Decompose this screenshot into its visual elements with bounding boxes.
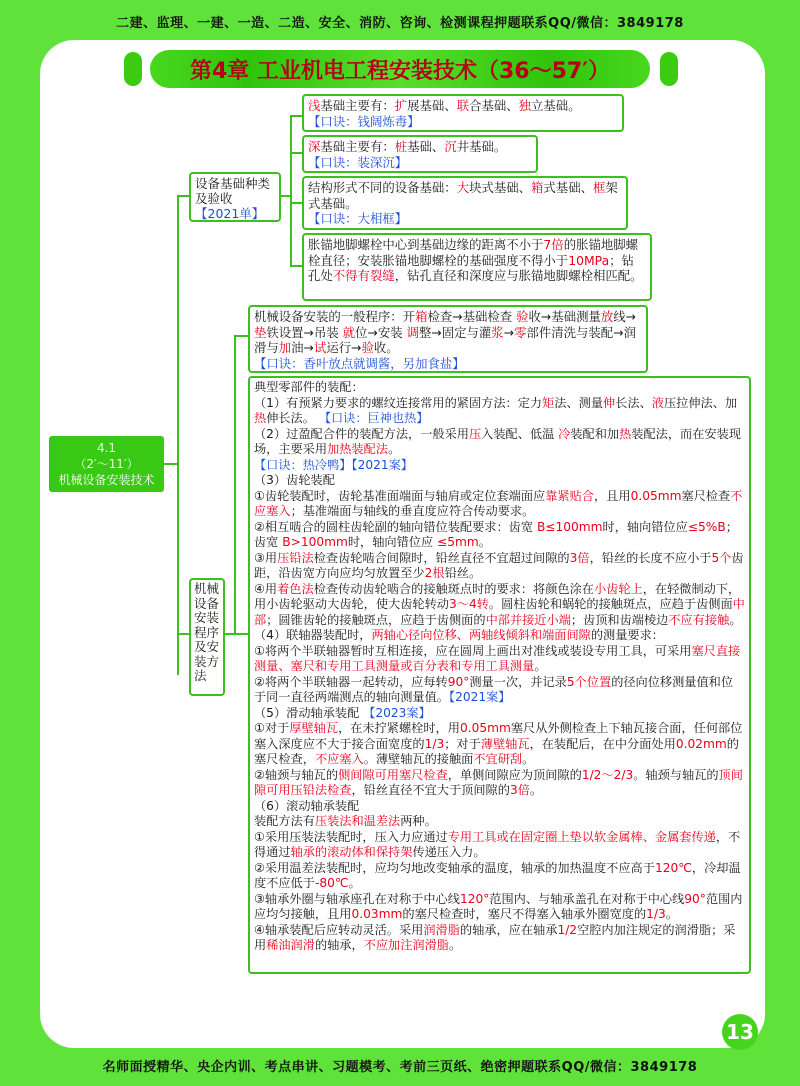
txt: 的塞尺检查， bbox=[254, 736, 739, 766]
txt: 收→基础测量 bbox=[528, 309, 601, 324]
connector-f2 bbox=[290, 152, 302, 154]
kw: 独 bbox=[518, 98, 532, 113]
txt: 立基础。 bbox=[531, 98, 581, 113]
kw: 不应加注润滑脂 bbox=[363, 938, 449, 952]
kw: 厚壁轴瓦 bbox=[289, 721, 339, 735]
bearing-sliding-1 bbox=[254, 721, 745, 768]
title-decoration-right bbox=[660, 52, 678, 86]
txt: 的胀锚地脚螺栓直径；安装胀锚地脚螺栓的基础强度不得小于 bbox=[308, 237, 639, 268]
kw: 热 bbox=[619, 426, 632, 441]
kw: 浆 bbox=[491, 324, 504, 340]
kw: 1/2 bbox=[557, 922, 578, 937]
txt: 线→ bbox=[613, 309, 637, 324]
txt: 。 bbox=[665, 907, 678, 921]
txt: 。 bbox=[449, 938, 462, 952]
kw: 5个位置 bbox=[566, 674, 612, 689]
txt: 。 bbox=[522, 752, 535, 766]
kw: 压装法和温差法 bbox=[314, 814, 401, 828]
txt: 式基础、 bbox=[543, 180, 593, 195]
kw: 框 bbox=[592, 180, 606, 195]
connector-p2 bbox=[224, 633, 248, 635]
connector-procedure-vertical bbox=[234, 335, 236, 635]
txt: 基础主要有： bbox=[320, 98, 395, 113]
txt: 传递压入力。 bbox=[412, 845, 486, 859]
txt: 架式基础。 bbox=[308, 180, 618, 211]
txt: 基础、 bbox=[407, 139, 445, 154]
parts-s5 bbox=[254, 706, 745, 722]
txt: 。薄壁轴瓦的接触面 bbox=[363, 752, 474, 766]
coupling-2 bbox=[254, 675, 745, 706]
txt: ，单侧间隙应为顶间隙的 bbox=[447, 767, 582, 782]
kw: 0.02mm bbox=[675, 736, 727, 751]
kw: B≤100mm bbox=[536, 519, 603, 534]
kw: 不应有接触 bbox=[668, 612, 730, 627]
kw: 润滑脂 bbox=[423, 922, 460, 937]
txt: 的轴承， bbox=[314, 938, 364, 952]
kw: 90° bbox=[684, 891, 706, 906]
txt: 装配和加 bbox=[570, 426, 620, 441]
foundation-shallow bbox=[302, 94, 624, 132]
parts-heading: 典型零部件的装配： bbox=[254, 380, 364, 394]
mnemonic: 【口诀：香叶放点就调酱，另加食盐】 bbox=[254, 355, 465, 371]
kw: 不宜研刮 bbox=[473, 752, 523, 766]
connector-to-procedure bbox=[177, 633, 189, 635]
txt: ，冷却温度不应低于 bbox=[254, 860, 741, 890]
bearing-rolling-4 bbox=[254, 923, 745, 954]
coupling-1 bbox=[254, 644, 745, 675]
txt: 的测量要求： bbox=[590, 628, 664, 642]
txt: ，且用 bbox=[594, 488, 631, 503]
kw: 矩 bbox=[542, 395, 555, 410]
parts-s3: （3）齿轮装配 bbox=[254, 473, 335, 487]
kw: 中部并接近小端 bbox=[485, 612, 571, 627]
kw: 稀油润滑 bbox=[266, 938, 315, 952]
bottom-banner: 名师面授精华、央企内训、考点串讲、习题模考、考前三页纸、绝密押题联系QQ/微信：3849178 bbox=[102, 1060, 698, 1075]
kw: 3～4转 bbox=[449, 597, 489, 611]
txt: 时，轴向错位应 bbox=[602, 519, 688, 534]
txt: （1）有预紧力要求的螺纹连接常用的紧固方法：定力 bbox=[254, 395, 543, 410]
txt: 测量一次，并记录 bbox=[469, 674, 567, 689]
txt: 胀锚地脚螺栓中心到基础边缘的距离不小于 bbox=[308, 237, 544, 252]
kw: 深 bbox=[308, 139, 321, 154]
txt: 块式基础、 bbox=[469, 180, 532, 195]
mnemonic: 【口诀：钱阔炼毒】 bbox=[308, 113, 420, 129]
connector-to-foundation bbox=[177, 195, 189, 197]
txt: 的径向位移测量值和位于同一直径两端测点的轴向测量值。 bbox=[254, 674, 734, 704]
txt: 齿距，沿齿宽方向应均匀放置至少 bbox=[254, 550, 744, 580]
txt: 伸长法。 bbox=[266, 411, 315, 425]
txt: 结构形式不同的设备基础： bbox=[308, 180, 457, 195]
kw: 验 bbox=[361, 340, 374, 356]
foundation-anchor-bolt bbox=[302, 233, 652, 301]
kw: 扩 bbox=[394, 98, 408, 113]
connector-f1 bbox=[290, 115, 302, 117]
txt: ；钻孔处 bbox=[308, 252, 634, 284]
kw: 放 bbox=[600, 309, 614, 324]
kw: 热 bbox=[254, 411, 267, 425]
txt: （4）联轴器装配时， bbox=[254, 628, 372, 642]
txt: 法、测量 bbox=[554, 395, 604, 410]
kw: 试 bbox=[313, 340, 327, 356]
connector-foundation-stub bbox=[280, 195, 292, 197]
txt: ③用 bbox=[254, 550, 278, 565]
txt: 部件清洗与装配→润滑与 bbox=[254, 324, 636, 356]
txt: 塞尺检查 bbox=[681, 488, 731, 503]
root-title: 机械设备安装技术 bbox=[58, 473, 155, 487]
page-number: 13 bbox=[722, 1014, 758, 1050]
kw: 就 bbox=[342, 324, 356, 340]
kw: 专用工具或在固定圈上垫以软金属棒、金属套传递 bbox=[447, 829, 716, 844]
kw: 压 bbox=[468, 426, 482, 441]
kw: 联 bbox=[456, 98, 470, 113]
mnemonic: 【口诀：装深沉】 bbox=[308, 154, 408, 170]
connector-p1 bbox=[234, 335, 248, 337]
txt: 。 bbox=[534, 659, 547, 673]
txt: ②将两个半联轴器一起转动，应每转 bbox=[254, 674, 448, 689]
kw: 加 bbox=[278, 340, 292, 356]
procedure-parts-assembly bbox=[248, 376, 751, 974]
txt: 装配法，而在安装现场，主要采用 bbox=[254, 426, 741, 456]
txt: 空腔内加注规定的润滑脂；采用 bbox=[254, 922, 736, 952]
txt: （5）滑动轴承装配 bbox=[254, 705, 364, 720]
bearing-rolling-3 bbox=[254, 892, 745, 923]
txt: 收。 bbox=[373, 340, 399, 356]
txt: ，不得通过 bbox=[254, 829, 741, 859]
txt: 油→ bbox=[291, 340, 314, 356]
kw: 不应塞入 bbox=[254, 488, 743, 518]
mnemonic: 【口诀：巨神也热】 bbox=[318, 411, 429, 425]
txt: 井基础。 bbox=[456, 139, 507, 154]
txt: ③轴承外圈与轴承座孔在对称于中心线 bbox=[254, 891, 460, 906]
txt: 检查传动齿轮啮合的接触斑点时的要求：将颜色涂在 bbox=[313, 581, 594, 596]
txt: ①采用压装法装配时，压入力应通过 bbox=[254, 829, 448, 844]
kw: 轴承的滚动体和保持架 bbox=[290, 845, 413, 859]
top-banner: 二建、监理、一建、一造、二造、安全、消防、咨询、检测课程押题联系QQ/微信：3849178 bbox=[116, 16, 684, 31]
txt: ；齿宽 bbox=[254, 519, 738, 549]
txt: ④轴承装配后应转动灵活。采用 bbox=[254, 922, 424, 937]
kw: 顶间隙可用压铅法检查 bbox=[254, 767, 743, 797]
kw: 压铅法 bbox=[277, 550, 314, 565]
kw: ≤5mm bbox=[437, 535, 479, 549]
branch-procedure-label: 机械设备安装程序及安装方法 bbox=[194, 581, 220, 683]
txt: 压拉伸法、加 bbox=[663, 395, 738, 410]
exam-tag: 【2021案】 bbox=[351, 457, 413, 472]
foundation-deep bbox=[302, 135, 538, 173]
kw: 桩 bbox=[394, 139, 408, 154]
txt: ；基准端面与轴线的垂直度应符合传动要求。 bbox=[290, 504, 535, 518]
branch-foundation-tag: 【2021单】 bbox=[195, 206, 265, 221]
kw: 120℃ bbox=[654, 860, 692, 875]
connector-root bbox=[164, 463, 178, 465]
txt: 。 bbox=[529, 783, 543, 797]
txt: 两种。 bbox=[400, 814, 437, 828]
branch-procedure bbox=[189, 578, 225, 696]
txt: 运行→ bbox=[326, 340, 362, 356]
txt: 整→固定与灌 bbox=[418, 324, 492, 340]
kw: 箱 bbox=[415, 309, 428, 324]
chapter-title-text: 第4章 工业机电工程安装技术（36～57′） bbox=[190, 58, 610, 84]
txt: ②相互啮合的圆柱齿轮副的轴向错位装配要求：齿宽 bbox=[254, 519, 537, 534]
txt: ，铅丝的长度不应小于 bbox=[589, 550, 712, 565]
kw: 0.05mm bbox=[630, 488, 682, 503]
txt: 机械设备安装的一般程序：开 bbox=[254, 309, 416, 324]
bearing-sliding-2 bbox=[254, 768, 745, 799]
txt: 展基础、 bbox=[407, 98, 457, 113]
kw: 120° bbox=[459, 891, 490, 906]
procedure-general bbox=[248, 305, 648, 373]
kw: 伸 bbox=[603, 395, 616, 410]
parts-s1 bbox=[254, 396, 745, 427]
txt: 时，轴向错位应 bbox=[347, 535, 438, 549]
kw: 7倍 bbox=[543, 237, 564, 252]
parts-s4 bbox=[254, 628, 745, 644]
txt: ②轴颈与轴瓦的 bbox=[254, 767, 339, 782]
kw: 沉 bbox=[444, 139, 457, 154]
kw: 大 bbox=[456, 180, 470, 195]
txt: ，钻孔直径和深度应与胀锚地脚螺栓相匹配。 bbox=[394, 268, 643, 284]
txt: 。轴颈与轴瓦的 bbox=[633, 767, 719, 782]
kw: 调 bbox=[406, 324, 419, 340]
txt: 检查→基础检查 bbox=[427, 309, 517, 324]
txt: ①对于 bbox=[254, 721, 290, 735]
txt: 的轴承，应在轴承 bbox=[459, 922, 558, 937]
branch-foundation bbox=[189, 172, 281, 222]
kw: 0.05mm bbox=[459, 721, 511, 735]
kw: 小齿轮上 bbox=[594, 581, 643, 596]
kw: 10MPa bbox=[568, 252, 610, 268]
gear-1 bbox=[254, 489, 745, 520]
kw: 1/3 bbox=[646, 907, 666, 921]
kw: -80℃ bbox=[314, 876, 349, 890]
txt: 的塞尺检查时，塞尺不得塞入轴承外圈宽度的 bbox=[402, 907, 647, 921]
mnemonic: 【口诀：大相框】 bbox=[308, 211, 408, 227]
txt: ，在轻微制动下，用小齿轮驱动大齿轮，使大齿轮转动 bbox=[254, 581, 741, 611]
kw: 不应塞入 bbox=[314, 752, 364, 766]
kw: 3倍 bbox=[569, 550, 590, 565]
txt: 合基础、 bbox=[469, 98, 519, 113]
txt: 位→安装 bbox=[355, 324, 407, 340]
connector-foundation-vertical bbox=[290, 115, 292, 267]
connector-root-vertical bbox=[177, 195, 179, 675]
txt: 检查齿轮啮合间隙时，铅丝直径不宜超过间隙的 bbox=[313, 550, 570, 565]
root-score-range: （2′～11′） bbox=[74, 457, 139, 471]
exam-tag: 【2021案】 bbox=[449, 690, 511, 704]
bearing-rolling-0 bbox=[254, 814, 745, 830]
kw: 不得有裂缝 bbox=[332, 268, 395, 284]
title-decoration-left bbox=[124, 52, 142, 86]
root-node bbox=[49, 436, 164, 492]
kw: 加热装配法 bbox=[327, 442, 389, 456]
txt: ；齿顶和齿端棱边 bbox=[570, 612, 669, 627]
txt: ，铅丝直径不宜大于顶间隙的 bbox=[351, 783, 510, 797]
kw: 1/3 bbox=[424, 736, 445, 751]
branch-foundation-label: 设备基础种类及验收 bbox=[195, 176, 271, 206]
txt: 装配方法有 bbox=[254, 814, 315, 828]
txt: 长法、 bbox=[615, 395, 652, 410]
chapter-title bbox=[150, 50, 650, 88]
gear-2 bbox=[254, 520, 745, 551]
txt: ①齿轮装配时，齿轮基准面端面与轴肩或定位套端面应 bbox=[254, 488, 546, 503]
gear-3 bbox=[254, 551, 745, 582]
txt: 。 bbox=[478, 535, 491, 549]
parts-s6: （6）滚动轴承装配 bbox=[254, 798, 360, 813]
txt: ①将两个半联轴器暂时互相连接，应在圆周上画出对准线或装设专用工具，可采用 bbox=[254, 643, 692, 658]
txt: ，在未拧紧螺栓时，用 bbox=[338, 721, 460, 735]
kw: 冷 bbox=[558, 426, 571, 441]
txt: 入装配、低温 bbox=[481, 426, 559, 441]
kw: 2根 bbox=[424, 566, 445, 580]
txt: 基础主要有： bbox=[320, 139, 395, 154]
txt: （2）过盈配合件的装配方法，一般采用 bbox=[254, 426, 469, 441]
kw: 0.03mm bbox=[351, 907, 403, 921]
kw: 着色法 bbox=[277, 581, 314, 596]
txt: 铁设置→吊装 bbox=[266, 324, 343, 340]
kw: 侧间隙可用塞尺检查 bbox=[338, 767, 448, 782]
kw: 零 bbox=[514, 324, 527, 340]
kw: B>100mm bbox=[282, 535, 348, 549]
kw: 3倍 bbox=[509, 783, 530, 797]
bearing-rolling-1 bbox=[254, 830, 745, 861]
txt: ；圆锥齿轮的接触斑点，应趋于齿侧面的 bbox=[266, 612, 486, 627]
txt: 。 bbox=[348, 876, 361, 890]
bearing-rolling-2 bbox=[254, 861, 745, 892]
txt: 。圆柱齿轮和蜗轮的接触斑点，应趋于齿侧面 bbox=[488, 597, 733, 611]
txt: 。 bbox=[729, 612, 742, 627]
connector-f3 bbox=[290, 202, 302, 204]
txt: 铅丝。 bbox=[444, 566, 482, 580]
exam-tag: 【2023案】 bbox=[363, 705, 431, 720]
foundation-structure bbox=[302, 176, 628, 230]
gear-4 bbox=[254, 582, 745, 629]
txt: ，在装配后，在中分面处用 bbox=[529, 736, 676, 751]
kw: 塞尺直接测量、塞尺和专用工具测量或百分表和专用工具测量 bbox=[254, 643, 741, 673]
txt: 。 bbox=[388, 442, 401, 456]
kw: 浅 bbox=[308, 98, 321, 113]
kw: 靠紧贴合 bbox=[545, 488, 594, 503]
txt: 范围内应均匀接触，且用 bbox=[254, 891, 743, 921]
kw: ≤5%B bbox=[687, 519, 726, 534]
txt: 塞尺从外侧检查上下轴瓦接合面，任何部位塞入深度应不大于接合面宽度的 bbox=[254, 721, 743, 751]
txt: → bbox=[503, 324, 515, 340]
kw: 中部 bbox=[254, 597, 745, 627]
kw: 箱 bbox=[531, 180, 544, 195]
mnemonic: 【口诀：热冷鸭】 bbox=[254, 457, 352, 472]
kw: 验 bbox=[516, 309, 529, 324]
kw: 液 bbox=[651, 395, 664, 410]
txt: ；对于 bbox=[444, 736, 481, 751]
root-section-number: 4.1 bbox=[96, 441, 117, 455]
kw: 两轴心径向位移、两轴线倾斜和端面间隙 bbox=[371, 628, 591, 642]
kw: 5个 bbox=[711, 550, 732, 565]
txt: ②采用温差法装配时，应均匀地改变轴承的温度，轴承的加热温度不应高于 bbox=[254, 860, 655, 875]
connector-f4 bbox=[290, 265, 302, 267]
txt: ④用 bbox=[254, 581, 278, 596]
parts-s2 bbox=[254, 427, 745, 474]
kw: 薄壁轴瓦 bbox=[480, 736, 530, 751]
kw: 90° bbox=[447, 674, 470, 689]
txt: 范围内、与轴承盖孔在对称于中心线 bbox=[489, 891, 685, 906]
kw: 1/2～2/3 bbox=[581, 767, 634, 782]
kw: 垫 bbox=[254, 324, 267, 340]
